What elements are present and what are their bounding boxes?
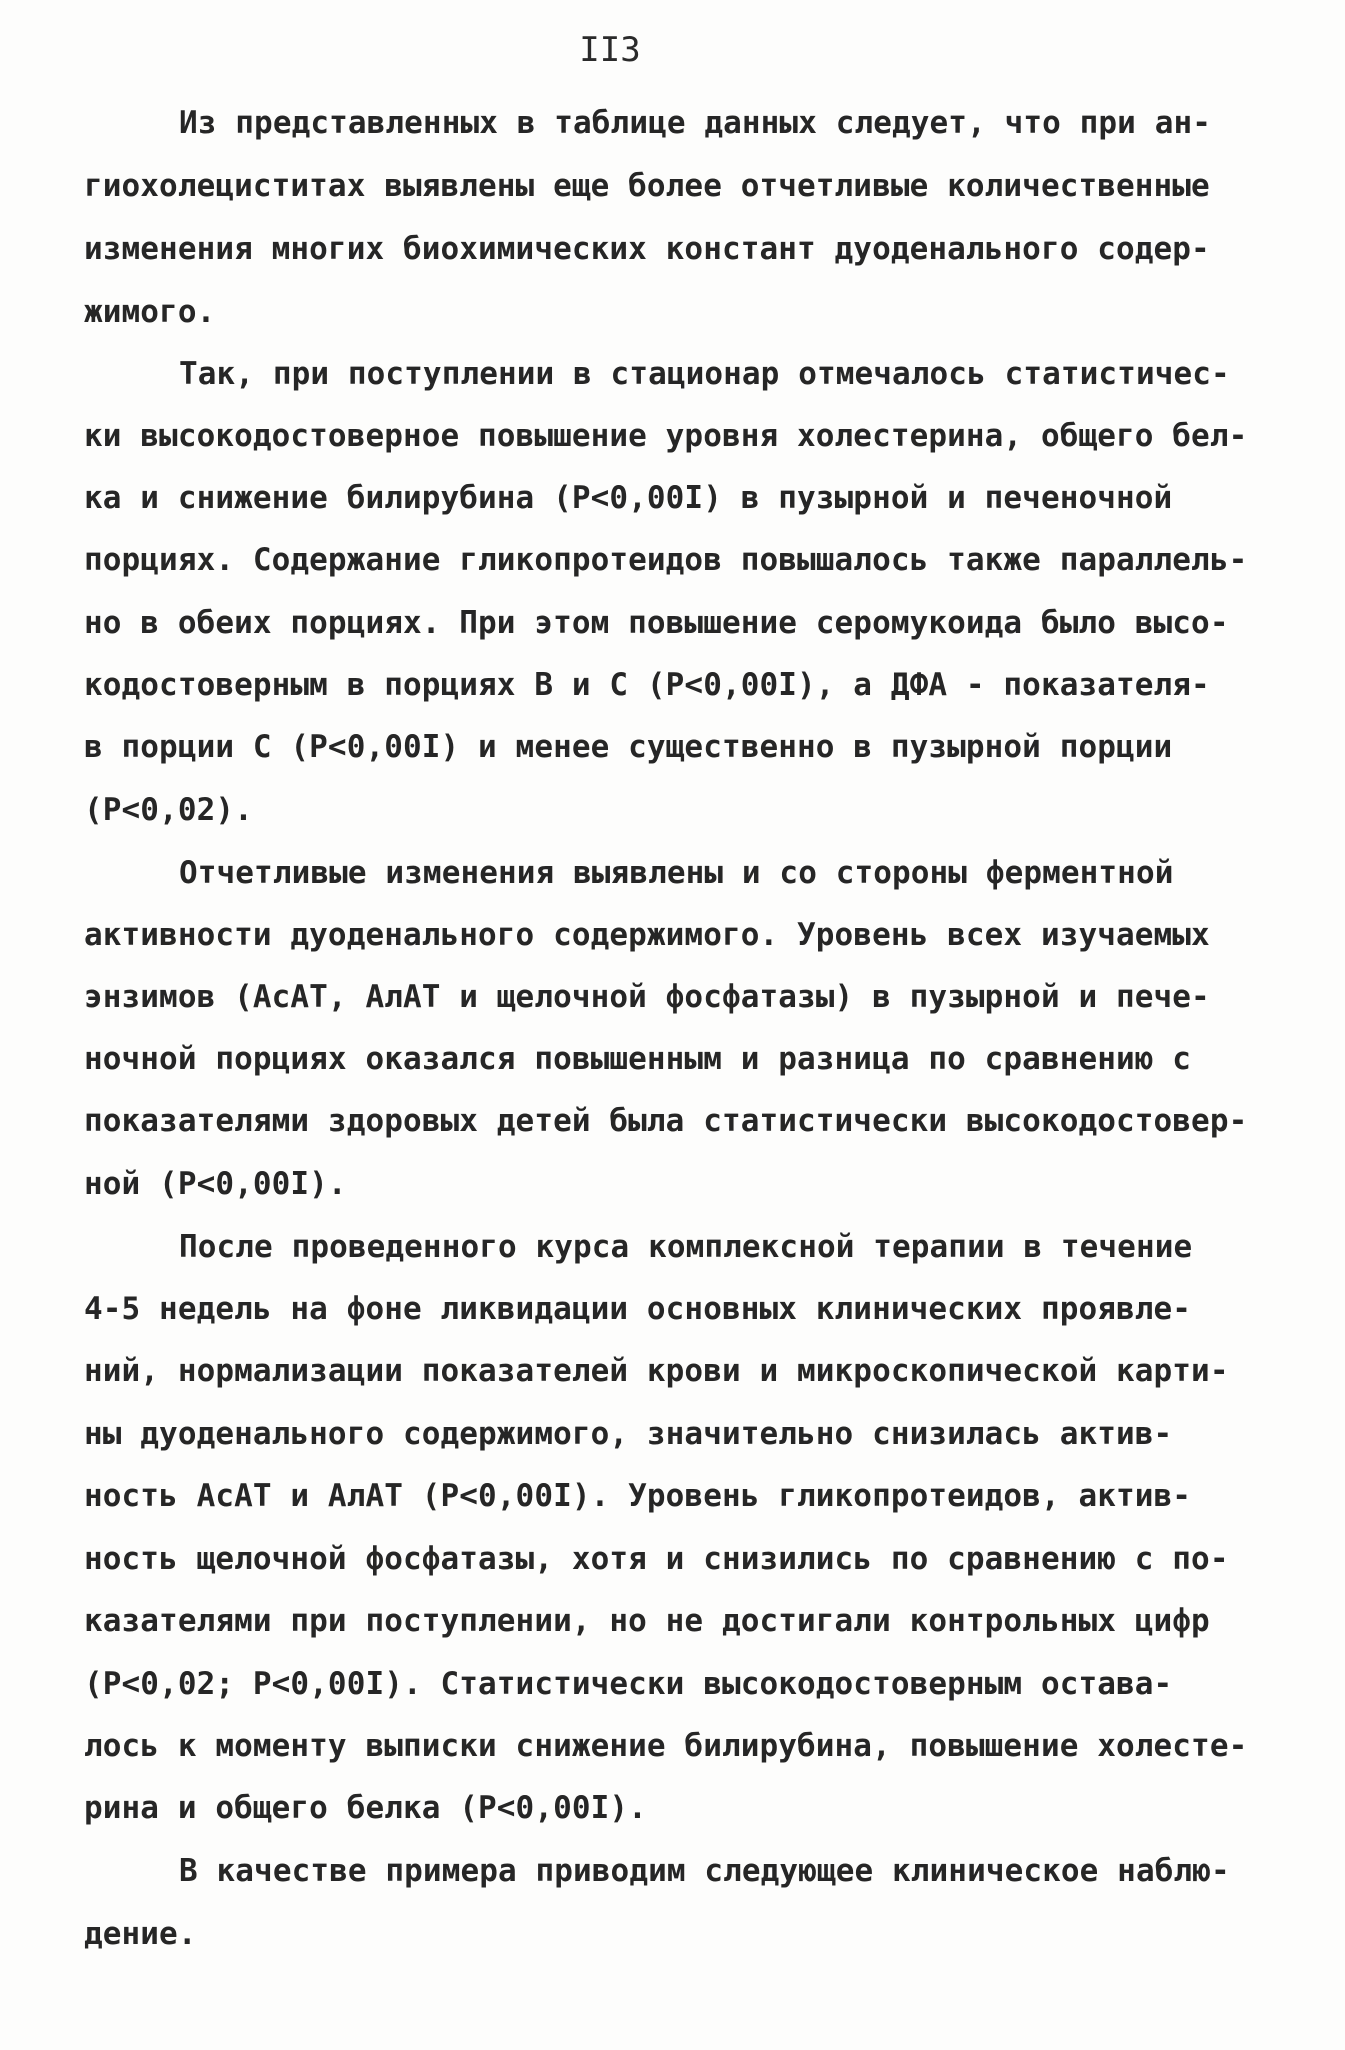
text-line: ний, нормализации показателей крови и микроскопической карти- <box>84 1353 1229 1389</box>
text-line: ность АсАТ и АлАТ (P<0,00I). Уровень гликопротеидов, актив- <box>84 1478 1192 1514</box>
text-line: После проведенного курса комплексной терапии в течение <box>179 1229 1193 1265</box>
text-line: порциях. Содержание гликопротеидов повышалось также параллель- <box>84 542 1248 578</box>
text-line: Отчетливые изменения выявлены и со стороны ферментной <box>179 855 1174 891</box>
text-line: (P<0,02). <box>84 792 253 828</box>
text-line: в порции С (P<0,00I) и менее существенно в пузырной порции <box>84 729 1173 765</box>
text-line: жимого. <box>84 294 216 330</box>
text-line: изменения многих биохимических констант дуоденального содер- <box>84 231 1210 267</box>
text-line: Из представленных в таблице данных следует, что при ан- <box>179 105 1211 141</box>
text-line: ночной порциях оказался повышенным и разница по сравнению с <box>84 1041 1192 1077</box>
text-line: лось к моменту выписки снижение билирубина, повышение холесте- <box>84 1728 1248 1764</box>
text-line: ной (P<0,00I). <box>84 1166 347 1202</box>
text-line: активности дуоденального содержимого. Уровень всех изучаемых <box>84 917 1210 953</box>
text-line: энзимов (АсАТ, АлАТ и щелочной фосфатазы) в пузырной и пече- <box>84 979 1210 1015</box>
page-number: II3 <box>579 30 641 70</box>
text-line: казателями при поступлении, но не достигали контрольных цифр <box>84 1603 1210 1639</box>
text-line: показателями здоровых детей была статистически высокодостовер- <box>84 1103 1248 1139</box>
text-line: гиохолециститах выявлены еще более отчетливые количественные <box>84 168 1210 204</box>
text-line: ки высокодостоверное повышение уровня холестерина, общего бел- <box>84 418 1248 454</box>
text-line: В качестве примера приводим следующее клиническое наблю- <box>179 1853 1230 1889</box>
text-line: (P<0,02; P<0,00I). Статистически высокодостоверным остава- <box>84 1666 1173 1702</box>
text-line: ны дуоденального содержимого, значительно снизилась актив- <box>84 1416 1173 1452</box>
text-line: но в обеих порциях. При этом повышение серомукоида было высо- <box>84 605 1229 641</box>
text-line: ность щелочной фосфатазы, хотя и снизились по сравнению с по- <box>84 1541 1229 1577</box>
text-line: ка и снижение билирубина (P<0,00I) в пузырной и печеночной <box>84 480 1173 516</box>
text-line: кодостоверным в порциях В и С (P<0,00I), а ДФА - показателя- <box>84 667 1210 703</box>
text-line: 4-5 недель на фоне ликвидации основных клинических проявле- <box>84 1291 1192 1327</box>
text-line: рина и общего белка (P<0,00I). <box>84 1790 647 1826</box>
text-line: дение. <box>84 1916 197 1952</box>
text-line: Так, при поступлении в стационар отмечалось статистичес- <box>179 356 1230 392</box>
